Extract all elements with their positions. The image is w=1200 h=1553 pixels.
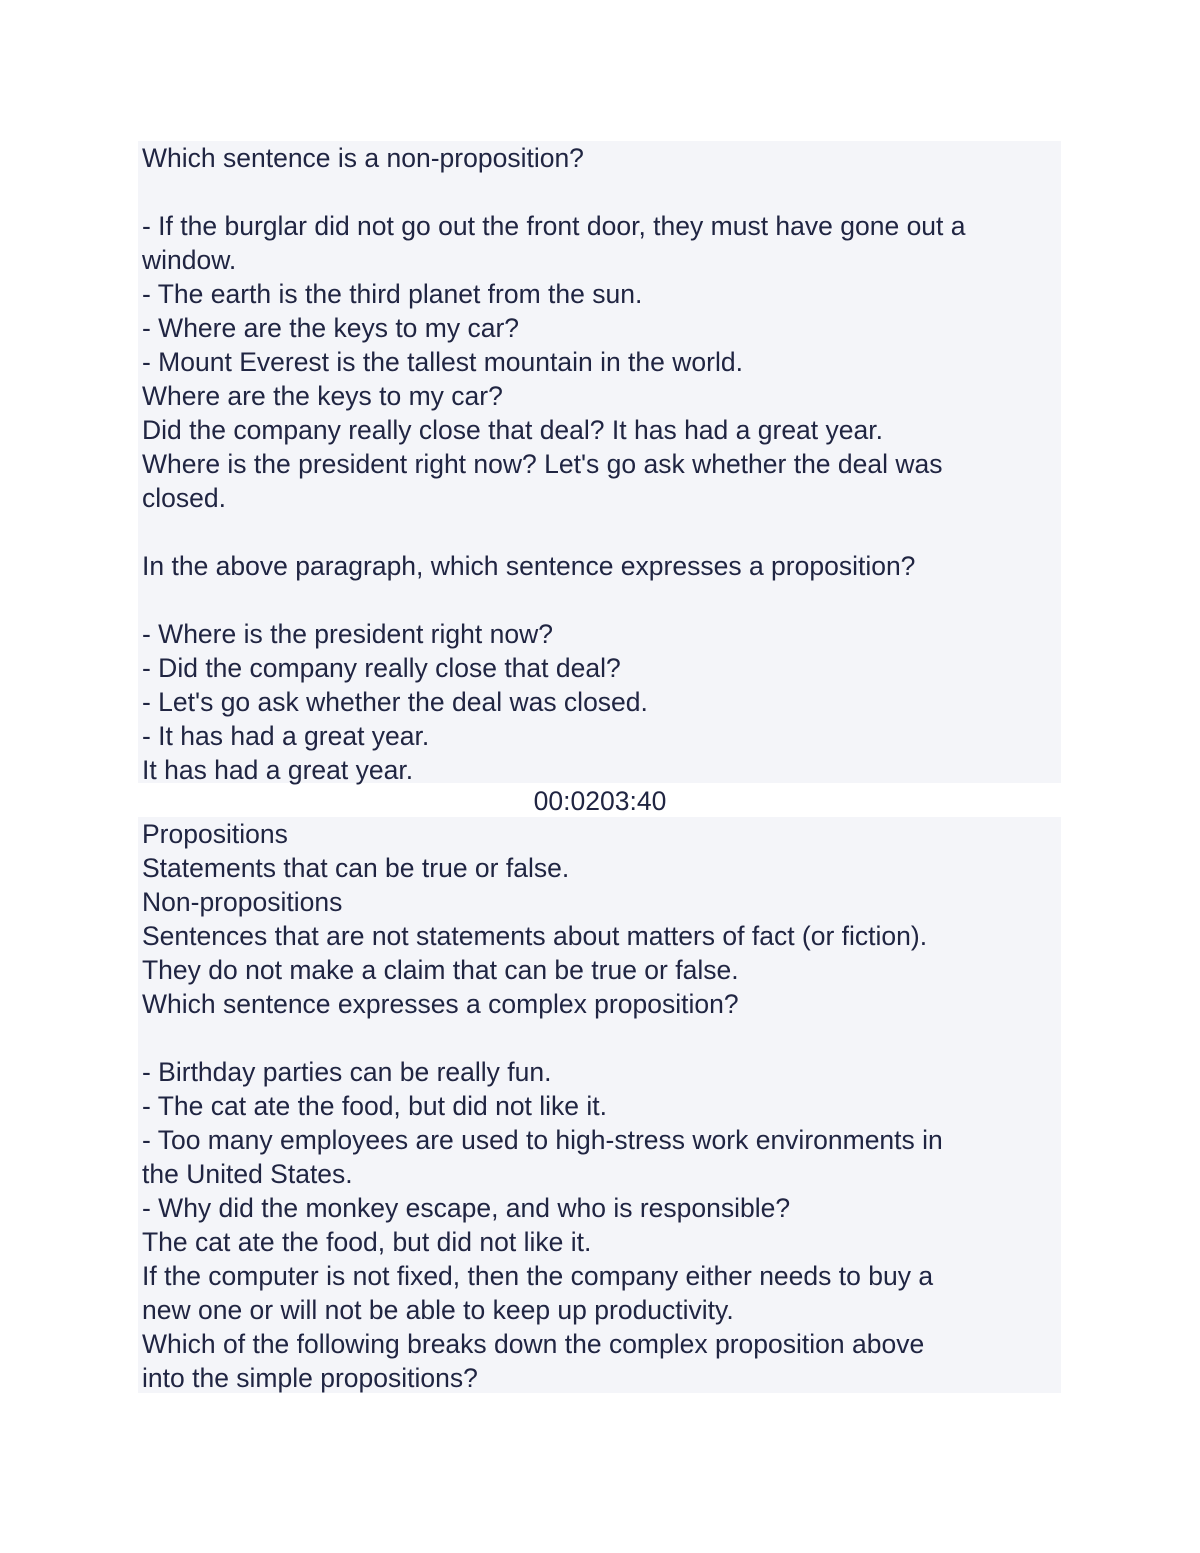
question-text: In the above paragraph, which sentence expresses a proposition? (142, 551, 916, 581)
term-text: Propositions (142, 819, 288, 849)
definition-text: Statements that can be true or false. (142, 853, 570, 883)
question-text: Which of the following breaks down the complex proposition above (142, 1329, 925, 1359)
paragraph-line: closed. (142, 483, 226, 513)
option-text: window. (142, 245, 237, 275)
definition-text: Sentences that are not statements about matters of fact (or fiction). (142, 921, 928, 951)
answer-text: It has had a great year. (142, 755, 414, 785)
paragraph-line: Did the company really close that deal? It has had a great year. (142, 415, 883, 445)
definition-text: They do not make a claim that can be true or false. (142, 955, 739, 985)
question-text: Which sentence expresses a complex proposition? (142, 989, 739, 1019)
option-text: - Too many employees are used to high-stress work environments in (142, 1125, 943, 1155)
term-text: Non-propositions (142, 887, 343, 917)
statement-line: new one or will not be able to keep up productivity. (142, 1295, 734, 1325)
option-text: - Why did the monkey escape, and who is responsible? (142, 1193, 791, 1223)
option-text: - It has had a great year. (142, 721, 430, 751)
option-text: - Birthday parties can be really fun. (142, 1057, 552, 1087)
option-text: - The cat ate the food, but did not like it. (142, 1091, 608, 1121)
option-text: the United States. (142, 1159, 353, 1189)
answer-text: Where are the keys to my car? (142, 381, 503, 411)
question-text: Which sentence is a non-proposition? (142, 143, 584, 173)
statement-line: If the computer is not fixed, then the company either needs to buy a (142, 1261, 934, 1291)
option-text: - Where are the keys to my car? (142, 313, 520, 343)
question-text: into the simple propositions? (142, 1363, 478, 1393)
option-text: - The earth is the third planet from the sun. (142, 279, 643, 309)
paragraph-line: Where is the president right now? Let's go ask whether the deal was (142, 449, 943, 479)
flashcard-block-2 (138, 817, 1061, 1393)
option-text: - Mount Everest is the tallest mountain in the world. (142, 347, 743, 377)
option-text: - Let's go ask whether the deal was closed. (142, 687, 648, 717)
answer-text: The cat ate the food, but did not like it. (142, 1227, 592, 1257)
option-text: - Where is the president right now? (142, 619, 553, 649)
option-text: - If the burglar did not go out the front door, they must have gone out a (142, 211, 966, 241)
timer-text: 00:0203:40 (533, 786, 667, 816)
option-text: - Did the company really close that deal? (142, 653, 621, 683)
flashcard-block-1 (138, 141, 1061, 783)
